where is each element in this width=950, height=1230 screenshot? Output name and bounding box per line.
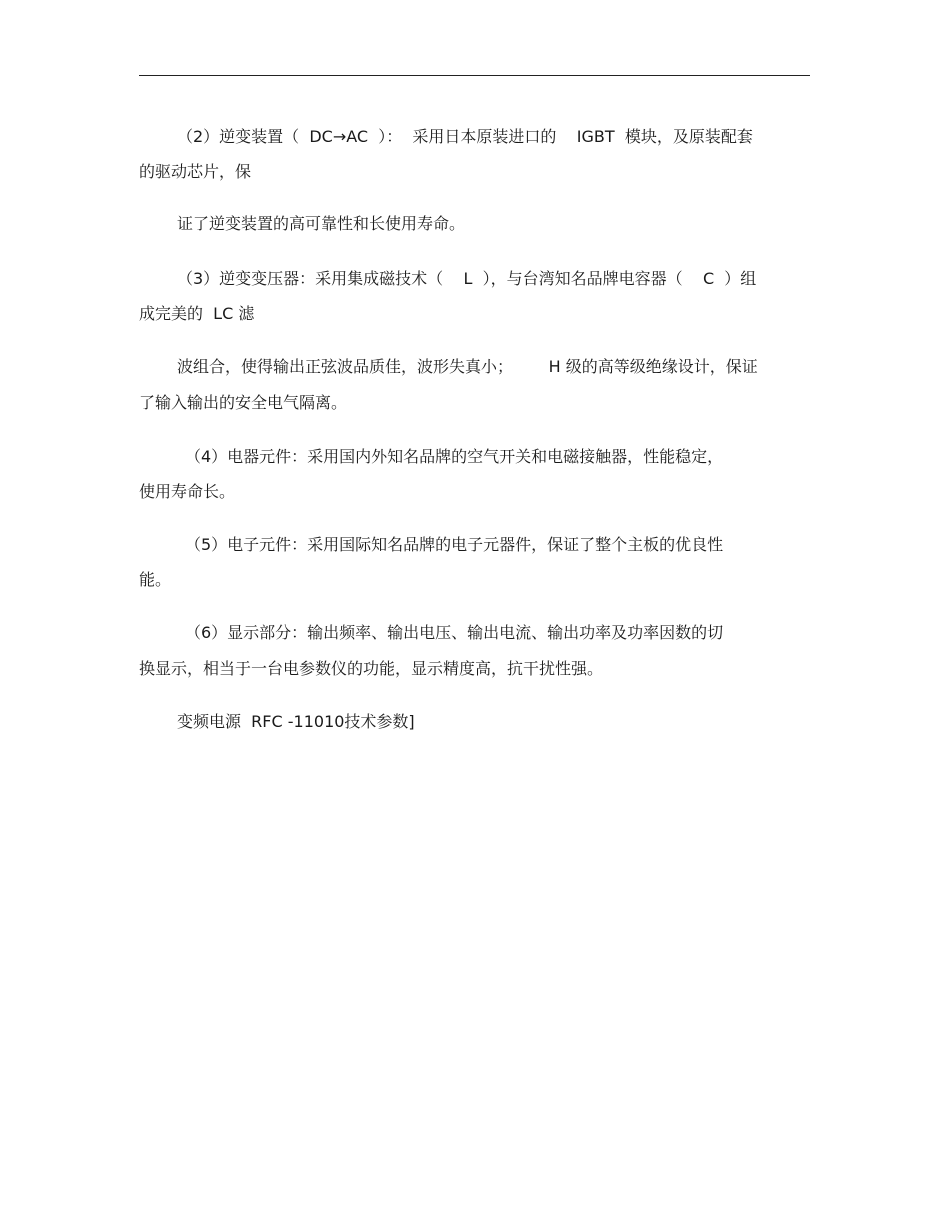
paragraph-5-line-2: 能。	[139, 570, 172, 589]
paragraph-6-line-2: 换显示，相当于一台电参数仪的功能，显示精度高，抗干扰性强。	[139, 659, 604, 678]
paragraph-3-line-2: 成完美的 LC 滤	[139, 304, 255, 323]
paragraph-2-line-3: 证了逆变装置的高可靠性和长使用寿命。	[177, 214, 466, 233]
header-rule	[139, 75, 810, 76]
section-heading-specs: 变频电源 RFC -11010技术参数]	[177, 712, 415, 731]
paragraph-2-line-1: （2）逆变装置（ DC→AC ）： 采用日本原装进口的 IGBT 模块，及原装配套	[177, 127, 753, 146]
paragraph-3-line-4: 了输入输出的安全电气隔离。	[139, 393, 348, 412]
paragraph-3-line-1: （3）逆变变压器：采用集成磁技术（ L ），与台湾知名品牌电容器（ C ）组	[177, 269, 757, 288]
paragraph-5-line-1: （5）电子元件：采用国际知名品牌的电子元器件，保证了整个主板的优良性	[185, 535, 724, 554]
paragraph-6-line-1: （6）显示部分：输出频率、输出电压、输出电流、输出功率及功率因数的切	[185, 623, 724, 642]
paragraph-3-line-3: 波组合，使得输出正弦波品质佳，波形失真小； H 级的高等级绝缘设计，保证	[177, 357, 758, 376]
paragraph-4-line-2: 使用寿命长。	[139, 482, 236, 501]
paragraph-2-line-2: 的驱动芯片，保	[139, 162, 252, 181]
paragraph-4-line-1: （4）电器元件：采用国内外知名品牌的空气开关和电磁接触器，性能稳定，	[185, 447, 724, 466]
